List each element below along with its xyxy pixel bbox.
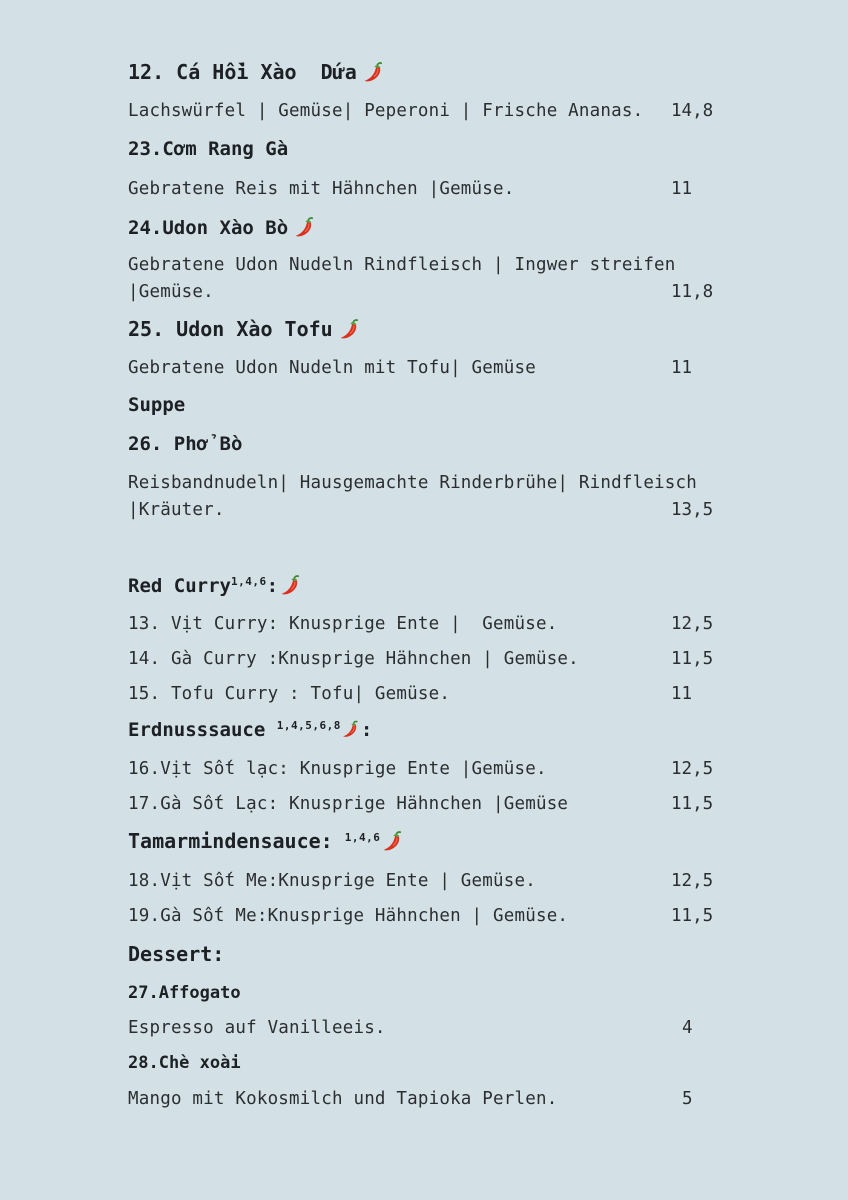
item-12-price: 14,8 — [671, 101, 714, 121]
item-24-title — [128, 215, 318, 239]
chili-pepper-icon — [341, 719, 361, 739]
item-23-price: 11 — [671, 179, 693, 199]
section-heading-suppe: Suppe — [128, 394, 186, 416]
section-heading-erdnusssauce — [128, 719, 372, 741]
section-heading-red-curry — [128, 573, 304, 597]
item-26-description-line-1: Reisbandnudeln| Hausgemachte Rinderbrühe| Rindfleisch — [128, 473, 698, 493]
erdnuss-colon: : — [360, 719, 373, 741]
item-26-price: 13,5 — [671, 500, 714, 520]
red-curry-row-14-price: 11,5 — [671, 649, 714, 669]
tamarind-title: Tamarmindensauce: — [128, 829, 345, 853]
item-25-title — [128, 317, 363, 341]
erdnuss-title: Erdnusssauce — [128, 719, 277, 741]
item-23-description: Gebratene Reis mit Hähnchen |Gemüse. — [128, 179, 515, 199]
item-24-description-line-2: |Gemüse. — [128, 282, 214, 302]
item-25-description: Gebratene Udon Nudeln mit Tofu| Gemüse — [128, 358, 536, 378]
chili-pepper-icon — [278, 573, 304, 597]
item-25-price: 11 — [671, 358, 693, 378]
red-curry-colon: : — [266, 575, 279, 597]
red-curry-allergens: 1,4,6 — [230, 575, 267, 588]
item-28-title: 28.Chè xoài — [128, 1053, 241, 1073]
item-23-title: 23.Cơm Rang Gà — [128, 138, 289, 160]
chili-pepper-icon — [361, 60, 387, 84]
red-curry-row-13-price: 12,5 — [671, 614, 714, 634]
erdnuss-row-16-price: 12,5 — [671, 759, 714, 779]
red-curry-row-13: 13. Vịt Curry: Knusprige Ente | Gemüse. — [128, 614, 558, 634]
item-24-price: 11,8 — [671, 282, 714, 302]
erdnuss-allergens: 1,4,5,6,8 — [276, 719, 341, 732]
tamarind-row-19: 19.Gà Sốt Me:Knusprige Hähnchen | Gemüse. — [128, 906, 569, 926]
item-28-price: 5 — [682, 1089, 693, 1109]
red-curry-row-15: 15. Tofu Curry : Tofu| Gemüse. — [128, 684, 451, 704]
red-curry-row-14: 14. Gà Curry :Knusprige Hähnchen | Gemüse. — [128, 649, 579, 669]
tamarind-row-18-price: 12,5 — [671, 871, 714, 891]
item-12-name: 12. Cá Hồi Xào Dứa — [128, 60, 357, 84]
section-heading-dessert: Dessert: — [128, 942, 225, 966]
tamarind-allergens: 1,4,6 — [344, 831, 381, 844]
item-26-description-line-2: |Kräuter. — [128, 500, 225, 520]
tamarind-row-18: 18.Vịt Sốt Me:Knusprige Ente | Gemüse. — [128, 871, 536, 891]
tamarind-row-19-price: 11,5 — [671, 906, 714, 926]
chili-pepper-icon — [380, 829, 406, 853]
item-12-title — [128, 60, 387, 84]
chili-pepper-icon — [337, 317, 363, 341]
item-27-description: Espresso auf Vanilleeis. — [128, 1018, 386, 1038]
item-12-description: Lachswürfel | Gemüse| Peperoni | Frische Ananas. — [128, 101, 644, 121]
item-24-name: 24.Udon Xào Bò — [128, 217, 289, 239]
item-27-title: 27.Affogato — [128, 983, 241, 1003]
red-curry-title: Red Curry — [128, 575, 231, 597]
erdnuss-row-17-price: 11,5 — [671, 794, 714, 814]
chili-pepper-icon — [292, 215, 318, 239]
red-curry-row-15-price: 11 — [671, 684, 693, 704]
erdnuss-row-16: 16.Vịt Sốt lạc: Knusprige Ente |Gemüse. — [128, 759, 547, 779]
item-24-description-line-1: Gebratene Udon Nudeln Rindfleisch | Ingwer streifen — [128, 255, 676, 275]
item-28-description: Mango mit Kokosmilch und Tapioka Perlen. — [128, 1089, 558, 1109]
item-25-name: 25. Udon Xào Tofu — [128, 317, 333, 341]
item-27-price: 4 — [682, 1018, 693, 1038]
item-26-title: 26. Phở Bò — [128, 433, 243, 455]
erdnuss-row-17: 17.Gà Sốt Lạc: Knusprige Hähnchen |Gemüse — [128, 794, 569, 814]
section-heading-tamarmindensauce — [128, 829, 406, 853]
